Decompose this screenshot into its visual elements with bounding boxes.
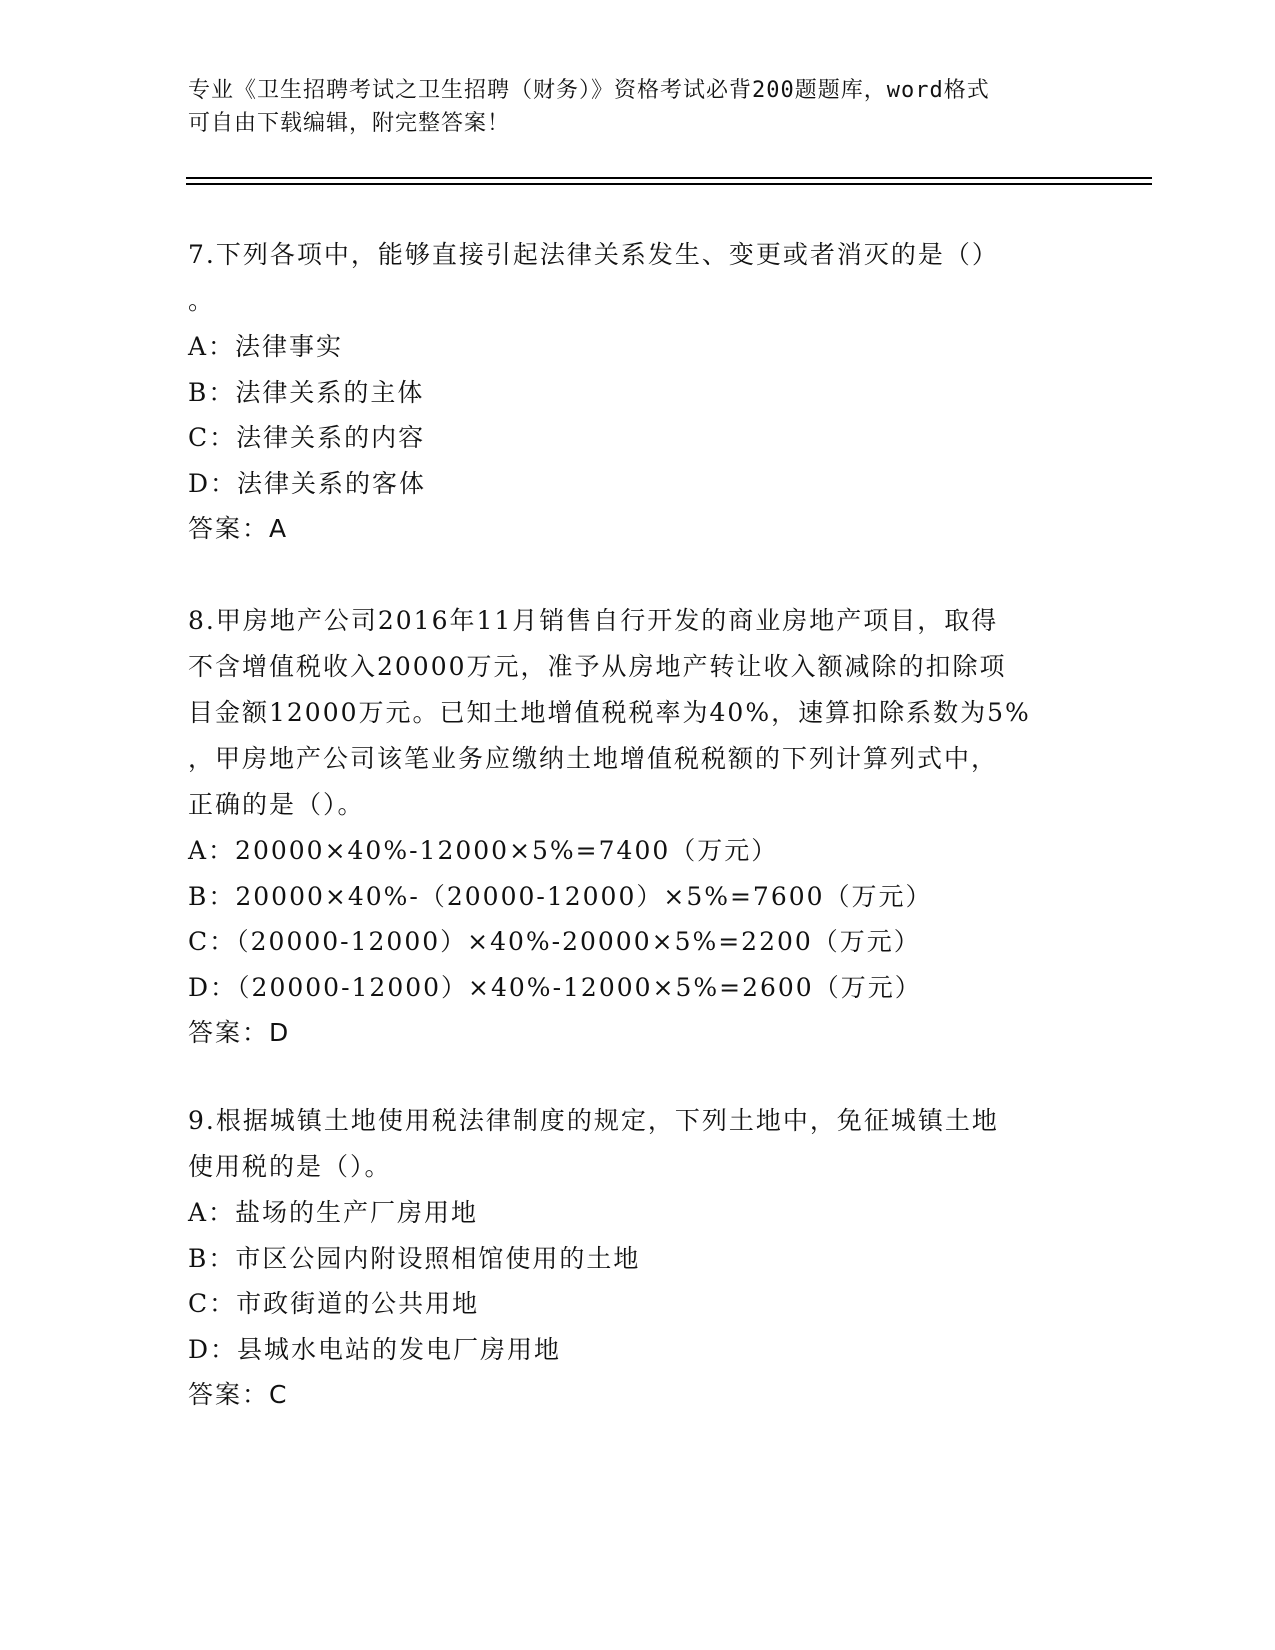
option-d: D：县城水电站的发电厂房用地 [188, 1334, 562, 1364]
question-9 [188, 1098, 1068, 1418]
question-7 [188, 232, 1068, 552]
answer: 答案：D [188, 1018, 291, 1047]
answer: 答案：A [188, 514, 289, 543]
option-d: D：法律关系的客体 [188, 468, 427, 498]
question-8 [188, 598, 1068, 1056]
question-stem: 不含增值税收入20000万元，准予从房地产转让收入额减除的扣除项 [188, 652, 1007, 681]
question-stem: 8.甲房地产公司2016年11月销售自行开发的商业房地产项目，取得 [188, 606, 999, 635]
question-stem: 。 [188, 286, 216, 315]
question-stem: 9.根据城镇土地使用税法律制度的规定，下列土地中，免征城镇土地 [188, 1106, 999, 1135]
option-b: B：法律关系的主体 [188, 377, 425, 407]
header-line-2: 可自由下载编辑，附完整答案！ [188, 111, 511, 136]
question-stem: 使用税的是（）。 [188, 1152, 392, 1181]
option-c: C：市政街道的公共用地 [188, 1289, 480, 1318]
option-c: C：（20000-12000）×40%-20000×5%=2200（万元） [188, 927, 921, 956]
question-stem: ，甲房地产公司该笔业务应缴纳土地增值税税额的下列计算列式中， [188, 744, 999, 773]
question-stem: 正确的是（）。 [188, 790, 365, 819]
question-stem: 目金额12000万元。已知土地增值税税率为40%，速算扣除系数为5% [188, 698, 1031, 727]
option-d: D：（20000-12000）×40%-12000×5%=2600（万元） [188, 972, 922, 1002]
option-a: A：盐场的生产厂房用地 [188, 1198, 479, 1227]
option-a: A：法律事实 [188, 332, 344, 361]
option-c: C：法律关系的内容 [188, 423, 426, 452]
question-stem: 7.下列各项中，能够直接引起法律关系发生、变更或者消灭的是（） [188, 240, 999, 269]
header-divider-top [186, 177, 1152, 179]
option-b: B：市区公园内附设照相馆使用的土地 [188, 1243, 641, 1273]
option-a: A：20000×40%-12000×5%=7400（万元） [188, 836, 779, 865]
answer: 答案：C [188, 1380, 289, 1409]
option-b: B：20000×40%-（20000-12000）×5%=7600（万元） [188, 881, 933, 911]
document-header [188, 74, 1068, 140]
header-divider-bottom [186, 183, 1152, 185]
header-line-1: 专业《卫生招聘考试之卫生招聘（财务）》资格考试必背200题题库，word格式 [188, 78, 990, 103]
